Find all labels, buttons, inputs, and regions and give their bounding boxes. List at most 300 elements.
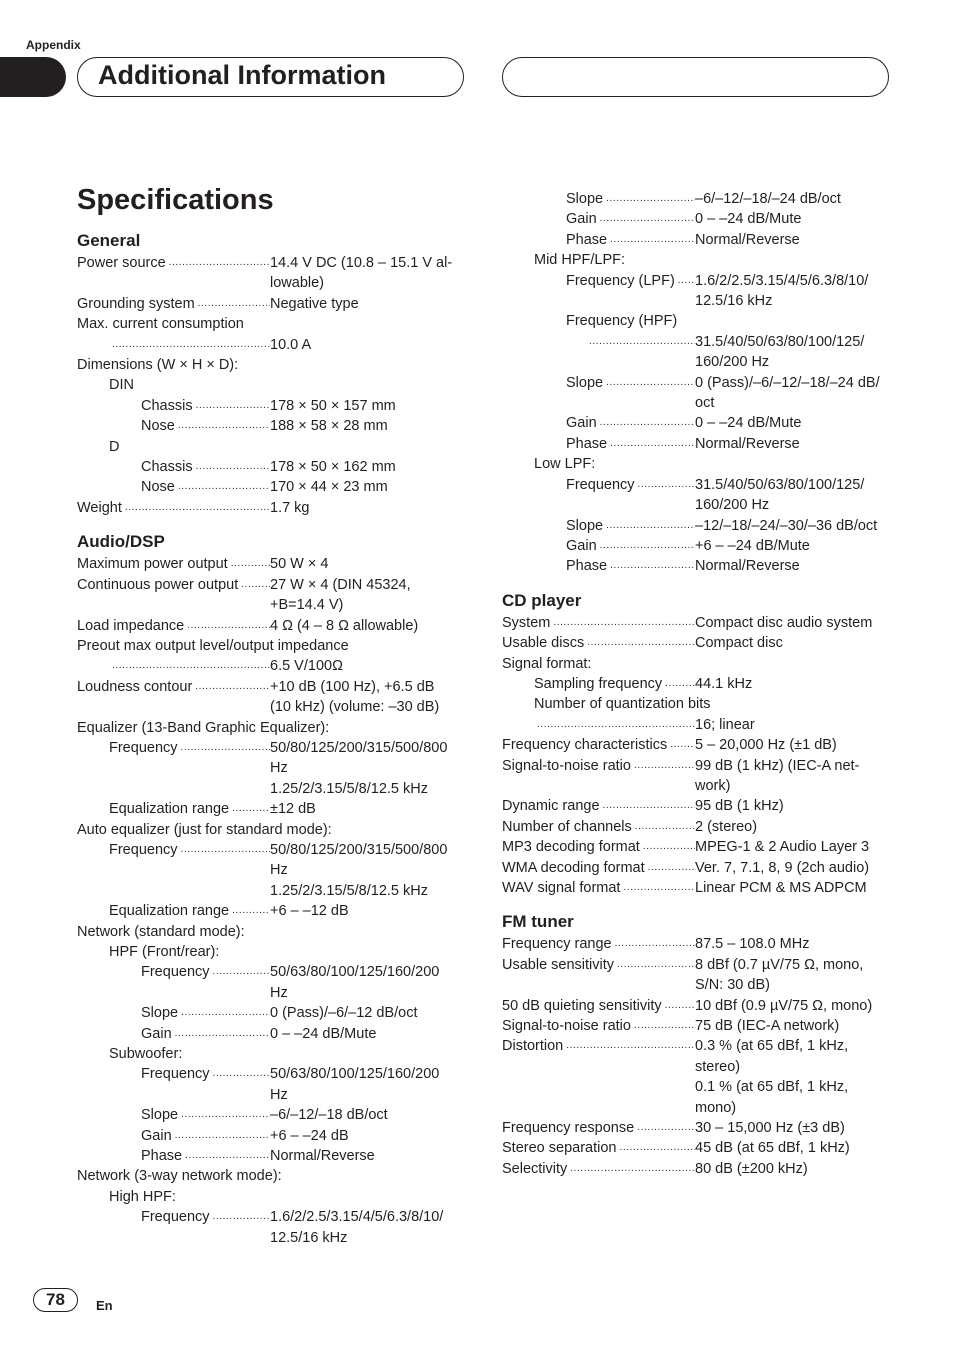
spec-label: Frequency [141,964,210,981]
spec-label-wrap [502,715,695,735]
spec-row-maximum-power-output [77,554,454,574]
spec-value: 8 dBf (0.7 µV/75 Ω, mono, S/N: 30 dB) [695,956,864,994]
spec-label-wrap [502,556,695,576]
dot-leader [184,616,270,636]
dot-leader [607,434,695,454]
spec-label: WMA decoding format [502,859,645,876]
dot-leader [584,633,695,653]
spec-row-50-db-quieting-sensitivity [502,996,892,1016]
spec-row-slope [77,1105,454,1125]
dot-leader [175,416,270,436]
spec-value: 0 – –24 dB/Mute [270,1025,377,1042]
spec-row-wav-signal-format [502,878,892,898]
spec-label-wrap [502,756,695,797]
spec-label: Equalization range [109,903,230,920]
spec-label-wrap [502,475,695,516]
spec-value: 10.0 A [270,336,312,353]
spec-row-frequency-response [502,1118,892,1138]
dot-leader [172,1024,270,1044]
spec-label: Equalization range [109,801,230,818]
spec-label: Gain [141,1127,172,1144]
spec-row-phase [502,556,892,576]
spec-row-frequency [77,1064,454,1105]
spec-label: Slope [566,374,604,391]
dot-leader [607,556,695,576]
spec-label-wrap [502,796,695,816]
dot-leader [675,271,695,312]
dot-leader [667,735,695,755]
spec-row-frequency-range [502,934,892,954]
spec-column-right [502,189,892,1179]
spec-label: Frequency response [502,1120,635,1137]
spec-label: Weight [77,499,122,516]
spec-label: Phase [566,435,608,452]
spec-row-value [77,335,454,355]
spec-value: 50/63/80/100/125/160/200 Hz [270,964,440,1001]
spec-label-wrap [77,1105,270,1125]
spec-label: Signal-to-noise ratio [502,1018,631,1035]
spec-label-wrap [502,613,695,633]
spec-subheading-number-of-quantization-bits: Number of quantization bits [534,696,711,713]
spec-value: 50/80/125/200/315/500/800 Hz 1.25/2/3.15/5/8/12.5 kHz [270,739,448,797]
dot-leader [631,1016,695,1036]
spec-value: 170 × 44 × 23 mm [270,479,388,496]
dot-leader [600,796,695,816]
dot-leader [662,674,695,694]
spec-label-wrap [77,616,270,636]
spec-row-mp3-decoding-format [502,837,892,857]
spec-subheading-network-3-way-network-mode: Network (3-way network mode): [77,1168,282,1185]
page-title: Specifications [77,184,274,216]
spec-subheading-low-lpf: Low LPF: [534,456,596,473]
spec-label-wrap [77,962,270,1003]
dot-leader [603,373,695,414]
spec-label: Sampling frequency [534,675,663,692]
spec-subheading-network-standard-mode: Network (standard mode): [77,923,245,940]
spec-subheading-din: DIN [109,377,134,394]
spec-row-signal-to-noise-ratio [502,1016,892,1036]
dot-leader [597,536,695,556]
spec-label: Frequency [141,1066,210,1083]
spec-value: ±12 dB [270,801,316,818]
spec-row-equalization-range [77,901,454,921]
spec-row-weight [77,498,454,518]
spec-label-wrap [502,735,695,755]
spec-label: Frequency characteristics [502,737,668,754]
spec-row-system [502,613,892,633]
spec-label-wrap [77,1024,270,1044]
header-title-box [77,57,464,97]
spec-subheading-signal-format: Signal format: [502,655,592,672]
spec-row-slope [502,373,892,414]
dot-leader [178,840,270,901]
spec-label-wrap [77,396,270,416]
spec-row-distortion [502,1036,892,1118]
spec-label-wrap [77,498,270,518]
spec-label: Gain [566,211,597,228]
spec-label: Continuous power output [77,576,239,593]
spec-label-wrap [77,1064,270,1105]
spec-label-wrap [502,817,695,837]
dot-leader [632,817,695,837]
spec-row-gain [502,209,892,229]
spec-row-frequency [77,962,454,1003]
dot-leader [175,477,270,497]
spec-value: 27 W × 4 (DIN 45324, +B=14.4 V) [270,576,411,614]
spec-row-usable-discs [502,633,892,653]
spec-label: 50 dB quieting sensitivity [502,997,662,1014]
spec-label-wrap [502,1159,695,1179]
dot-leader [614,955,695,996]
spec-label-wrap [502,934,695,954]
dot-leader [109,656,270,676]
spec-label-wrap [502,536,695,556]
dot-leader [210,962,270,1003]
spec-value: +6 – –12 dB [270,903,349,920]
spec-label-wrap [502,516,695,536]
language-code: En [96,1298,113,1313]
spec-value: –12/–18/–24/–30/–36 dB/oct [695,517,878,534]
spec-label-wrap [502,633,695,653]
spec-value: 31.5/40/50/63/80/100/125/ 160/200 Hz [695,333,865,371]
spec-value: 0 – –24 dB/Mute [695,211,802,228]
spec-row-stereo-separation [502,1138,892,1158]
dot-leader [597,209,695,229]
spec-row-phase [77,1146,454,1166]
spec-label-wrap [502,413,695,433]
spec-label-wrap [77,738,270,799]
spec-label-wrap [77,1126,270,1146]
dot-leader [586,332,695,373]
spec-row-gain [502,536,892,556]
spec-value: Normal/Reverse [695,231,800,248]
spec-value: 50/80/125/200/315/500/800 Hz 1.25/2/3.15/5/8/12.5 kHz [270,841,448,899]
spec-label-wrap [502,332,695,373]
spec-label: Frequency [109,841,178,858]
spec-value: Ver. 7, 7.1, 8, 9 (2ch audio) [695,859,870,876]
spec-row-nose [77,416,454,436]
page-number: 78 [33,1288,78,1312]
spec-row-phase [502,434,892,454]
dot-leader [603,189,695,209]
dot-leader [597,413,695,433]
spec-row-frequency [502,475,892,516]
spec-value: 0.3 % (at 65 dBf, 1 kHz, stereo) 0.1 % (at 65 dBf, 1 kHz, mono) [695,1038,849,1116]
spec-value: Normal/Reverse [695,558,800,575]
spec-row-frequency [77,738,454,799]
dot-leader [645,858,695,878]
spec-value: 30 – 15,000 Hz (±3 dB) [695,1120,845,1137]
dot-leader [620,878,695,898]
spec-label-wrap [502,858,695,878]
spec-value: +6 – –24 dB/Mute [695,537,810,554]
spec-label: MP3 decoding format [502,839,640,856]
spec-label: Loudness contour [77,678,193,695]
spec-row-slope [502,189,892,209]
dot-leader [631,756,695,797]
spec-label: Number of channels [502,818,632,835]
spec-value: 14.4 V DC (10.8 – 15.1 V al- lowable) [270,255,453,292]
spec-value: 6.5 V/100Ω [270,658,343,675]
spec-value: 1.6/2/2.5/3.15/4/5/6.3/8/10/ 12.5/16 kHz [695,272,869,310]
dot-leader [178,738,270,799]
spec-label: Power source [77,255,166,271]
spec-row-selectivity [502,1159,892,1179]
spec-subheading-equalizer-13-band-graphic-equalizer: Equalizer (13-Band Graphic Equalizer): [77,719,330,736]
spec-label-wrap [502,1138,695,1158]
spec-label-wrap [77,416,270,436]
spec-label: Grounding system [77,295,195,312]
spec-value: Compact disc audio system [695,614,873,631]
spec-value: 31.5/40/50/63/80/100/125/ 160/200 Hz [695,476,865,514]
spec-label-wrap [77,477,270,497]
spec-label: Phase [141,1148,183,1165]
spec-row-power-source [77,253,454,294]
spec-label: Slope [566,517,604,534]
dot-leader [612,934,695,954]
spec-column-left [77,231,454,1248]
spec-label: Frequency [566,476,635,493]
spec-label-wrap [502,189,695,209]
spec-label-wrap [77,457,270,477]
dot-leader [616,1138,695,1158]
spec-value: 178 × 50 × 162 mm [270,459,396,476]
spec-value: 95 dB (1 kHz) [695,798,784,815]
spec-row-value [502,715,892,735]
spec-row-loudness-contour [77,677,454,718]
dot-leader [607,230,695,250]
spec-row-load-impedance [77,616,454,636]
spec-label-wrap [77,799,270,819]
dot-leader [229,901,270,921]
spec-value: 188 × 58 × 28 mm [270,418,388,435]
dot-leader [172,1126,270,1146]
spec-value: Normal/Reverse [270,1148,375,1165]
dot-leader [178,1003,270,1023]
spec-row-nose [77,477,454,497]
spec-label: Slope [141,1005,179,1022]
spec-row-sampling-frequency [502,674,892,694]
dot-leader [229,799,270,819]
spec-label: Gain [566,415,597,432]
spec-label: Slope [566,191,604,207]
section-heading-cd-player: CD player [502,590,582,610]
spec-value: 0 – –24 dB/Mute [695,415,802,432]
spec-label-wrap [77,1207,270,1248]
dot-leader [109,335,270,355]
spec-value: 99 dB (1 kHz) (IEC-A net- work) [695,757,860,794]
spec-row-wma-decoding-format [502,858,892,878]
spec-label: Frequency [141,1209,210,1226]
spec-row-frequency [77,840,454,901]
spec-label: Slope [141,1107,179,1124]
spec-row-frequency-characteristics [502,735,892,755]
spec-label: Usable sensitivity [502,956,615,973]
spec-row-gain [502,413,892,433]
spec-row-number-of-channels [502,817,892,837]
dot-leader [228,554,270,574]
spec-row-frequency-lpf [502,271,892,312]
spec-label-wrap [502,878,695,898]
spec-subheading-high-hpf: High HPF: [109,1188,176,1205]
spec-label: Chassis [141,397,193,414]
spec-row-chassis [77,457,454,477]
spec-value: MPEG-1 & 2 Audio Layer 3 [695,839,870,856]
spec-label: Frequency [109,739,178,756]
spec-label: WAV signal format [502,880,621,896]
spec-label: Nose [141,479,175,496]
spec-subheading-frequency-hpf: Frequency (HPF) [566,313,678,330]
spec-label-wrap [77,840,270,901]
spec-label-wrap [502,434,695,454]
dot-leader [238,575,270,616]
spec-row-grounding-system [77,294,454,314]
spec-label-wrap [77,677,270,718]
dot-leader [567,1159,695,1179]
spec-label: Load impedance [77,617,185,634]
spec-row-equalization-range [77,799,454,819]
spec-value: 10 dBf (0.9 µV/75 Ω, mono) [695,997,873,1014]
spec-value: +10 dB (100 Hz), +6.5 dB (10 kHz) (volume: –30 dB) [270,678,440,716]
dot-leader [192,677,270,718]
spec-label-wrap [502,955,695,996]
spec-row-gain [77,1024,454,1044]
spec-label: Maximum power output [77,556,228,573]
spec-value: 2 (stereo) [695,818,758,835]
spec-value: 0 (Pass)/–6/–12 dB/oct [270,1005,418,1022]
spec-value: 45 dB (at 65 dBf, 1 kHz) [695,1140,850,1157]
spec-value: 4 Ω (4 – 8 Ω allowable) [270,617,419,634]
spec-value: 5 – 20,000 Hz (±1 dB) [695,737,837,754]
spec-label: Gain [566,537,597,554]
spec-label: Nose [141,418,175,435]
dot-leader [166,253,270,294]
spec-label: Dynamic range [502,798,600,815]
spec-label: System [502,614,551,631]
header-empty-box [502,57,889,97]
dot-leader [634,1118,695,1138]
spec-subheading-hpf-front-rear: HPF (Front/rear): [109,944,220,960]
spec-value: –6/–12/–18/–24 dB/oct [695,191,841,207]
spec-label-wrap [77,901,270,921]
spec-value: 80 dB (±200 kHz) [695,1160,808,1177]
dot-leader [662,996,695,1016]
spec-label-wrap [77,554,270,574]
spec-label-wrap [502,837,695,857]
spec-subheading-d: D [109,438,120,455]
dot-leader [195,294,270,314]
spec-label: Selectivity [502,1160,568,1177]
spec-value: 50/63/80/100/125/160/200 Hz [270,1066,440,1103]
spec-row-usable-sensitivity [502,955,892,996]
spec-value: 0 (Pass)/–6/–12/–18/–24 dB/ oct [695,374,880,412]
spec-row-value [502,332,892,373]
spec-row-slope [77,1003,454,1023]
spec-label: Phase [566,231,608,248]
dot-leader [210,1064,270,1105]
section-tab-marker [0,57,66,97]
spec-label: Usable discs [502,635,585,652]
spec-subheading-auto-equalizer-just-for-standard-mode: Auto equalizer (just for standard mode): [77,821,332,838]
spec-row-gain [77,1126,454,1146]
spec-label-wrap [77,575,270,616]
spec-row-continuous-power-output [77,575,454,616]
spec-subheading-preout-max-output-level-output-impedance: Preout max output level/output impedance [77,637,349,654]
spec-value: 178 × 50 × 157 mm [270,397,396,414]
spec-row-dynamic-range [502,796,892,816]
section-heading-fm-tuner: FM tuner [502,912,574,932]
section-heading-general: General [77,231,141,250]
spec-value: 44.1 kHz [695,675,753,692]
spec-label-wrap [77,1003,270,1023]
spec-label: Stereo separation [502,1140,617,1157]
dot-leader [640,837,695,857]
spec-label-wrap [77,253,270,294]
spec-value: +6 – –24 dB [270,1127,349,1144]
spec-label: Frequency (LPF) [566,272,675,289]
spec-label-wrap [502,271,695,312]
section-heading-audio-dsp: Audio/DSP [77,532,165,552]
spec-label: Frequency range [502,936,612,953]
spec-label: Gain [141,1025,172,1042]
spec-value: Negative type [270,295,359,312]
spec-label-wrap [502,674,695,694]
spec-row-signal-to-noise-ratio [502,756,892,797]
spec-label-wrap [502,230,695,250]
spec-value: 1.7 kg [270,499,310,516]
spec-row-phase [502,230,892,250]
dot-leader [193,457,270,477]
spec-label-wrap [77,335,270,355]
dot-leader [550,613,695,633]
spec-label-wrap [502,996,695,1016]
spec-label: Phase [566,558,608,575]
spec-row-chassis [77,396,454,416]
spec-value: 87.5 – 108.0 MHz [695,936,810,953]
spec-row-slope [502,516,892,536]
spec-value: 16; linear [695,716,755,733]
dot-leader [178,1105,270,1125]
spec-label: Distortion [502,1038,564,1055]
dot-leader [182,1146,270,1166]
spec-label-wrap [502,373,695,414]
spec-label-wrap [502,1036,695,1118]
spec-label: Chassis [141,459,193,476]
spec-value: Linear PCM & MS ADPCM [695,880,867,896]
dot-leader [603,516,695,536]
spec-value: Normal/Reverse [695,435,800,452]
dot-leader [563,1036,695,1118]
spec-value: 50 W × 4 [270,556,329,573]
spec-label-wrap [502,1118,695,1138]
spec-label-wrap [77,1146,270,1166]
spec-row-value [77,656,454,676]
header-title: Additional Information [98,60,386,90]
spec-label-wrap [502,1016,695,1036]
spec-label-wrap [502,209,695,229]
dot-leader [210,1207,270,1248]
dot-leader [193,396,270,416]
spec-subheading-subwoofer: Subwoofer: [109,1046,183,1063]
spec-value: –6/–12/–18 dB/oct [270,1107,388,1124]
dot-leader [122,498,270,518]
spec-subheading-mid-hpf-lpf: Mid HPF/LPF: [534,252,626,269]
dot-leader [534,715,695,735]
spec-label: Signal-to-noise ratio [502,757,631,774]
spec-value: 75 dB (IEC-A network) [695,1018,840,1035]
spec-value: Compact disc [695,635,783,652]
spec-label-wrap [77,294,270,314]
